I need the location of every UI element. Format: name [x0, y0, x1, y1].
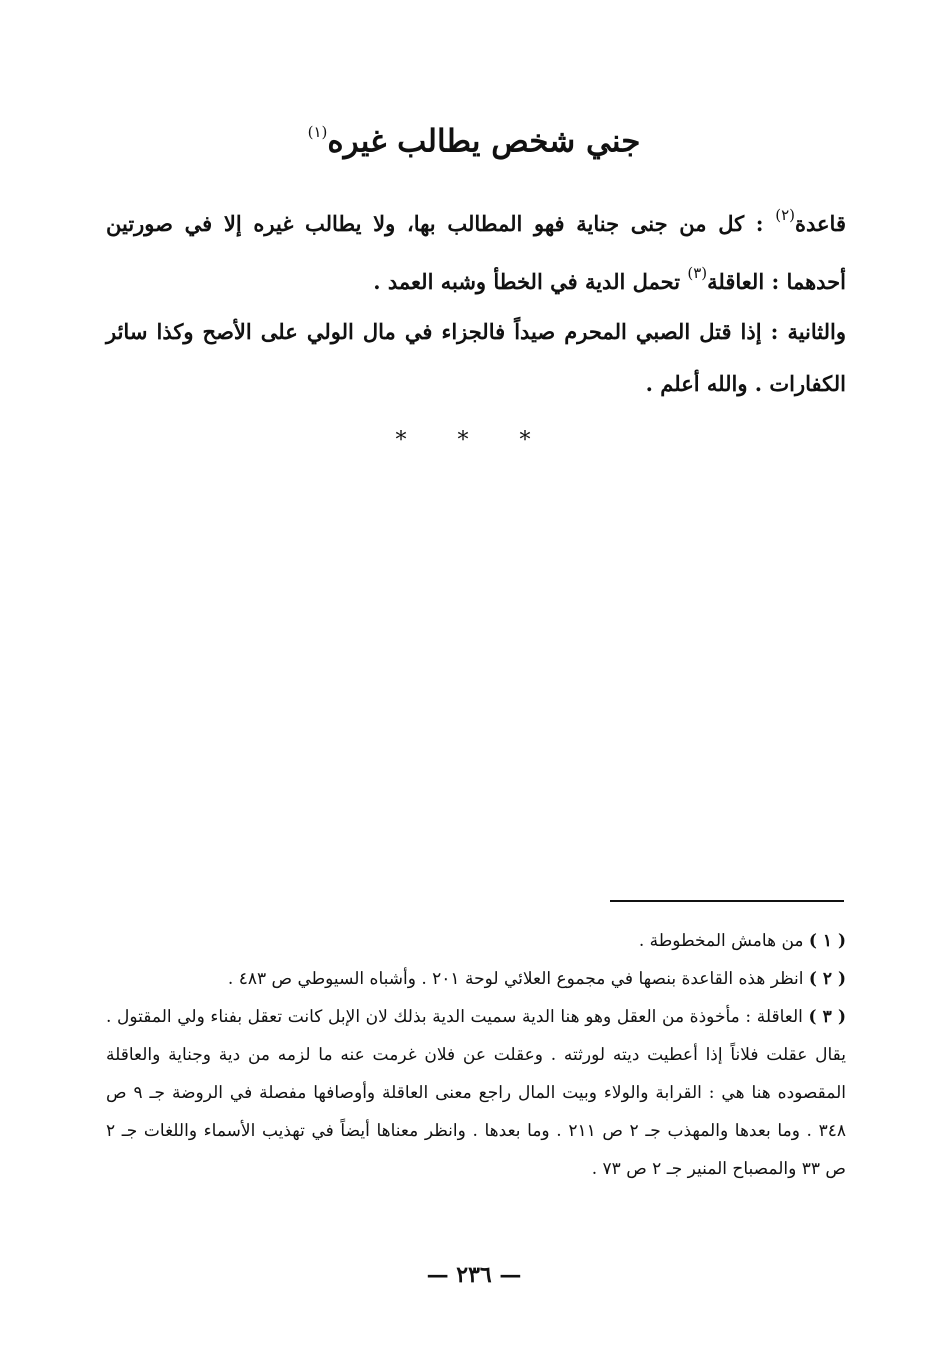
paragraph-second-case: والثانية : إذا قتل الصبي المحرم صيداً فالجزاء في مال الولي على الأصح وكذا سائر الكفارات . والله أعلم .: [106, 319, 846, 396]
paragraph-lead: قاعدة: [795, 211, 846, 236]
page-number: — ٢٣٦ —: [426, 1262, 522, 1288]
paragraph-text-1: : كل من جنى جناية فهو المطالب بها، ولا يطالب غيره إلا في صورتين أحدهما : العاقلة: [106, 211, 846, 294]
footnote-separator: [610, 900, 844, 902]
footnote-1: [106, 922, 846, 960]
footnote-ref-3: (٣): [687, 264, 708, 282]
section-title: [0, 110, 948, 166]
paragraph-rule: [106, 192, 846, 308]
footnote-text: العاقلة : مأخوذة من العقل وهو هنا الدية سميت الدية بذلك لان الإبل كانت تعقل بفناء ولي المقتول . يقال عقلت فلاناً إذا أعطيت ديته لورثته . وعقلت عن فلان غرمت عنه ما لزمه من دية وجناية والعاقلة المقصوده هنا هي : القرابة والولاء وبيت المال راجع معنى العاقلة وأوصافها مفصلة في الروضة جـ ٩ ص ٣٤٨ . وما بعدها والمهذب جـ ٢ ص ٢١١ . وما بعدها . وانظر معناها أيضاً في تهذيب الأسماء واللغات جـ ٢ ص ٣٣ والمصباح المنير جـ ٢ ص ٧٣ .: [106, 1007, 846, 1179]
footnote-ref-2: (٢): [775, 206, 795, 224]
footnote-number: ( ٣ ): [808, 1007, 846, 1027]
title-footnote-ref: (١): [307, 123, 328, 141]
footnote-2: [106, 960, 846, 998]
footnote-3: [106, 998, 846, 1188]
paragraph-text-2: تحمل الدية في الخطأ وشبه العمد .: [373, 269, 688, 294]
title-text: جني شخص يطالب غيره: [327, 123, 641, 160]
footnotes: [106, 922, 846, 1188]
footnote-text: من هامش المخطوطة .: [638, 931, 804, 951]
footnote-number: ( ١ ): [808, 931, 846, 951]
footnote-text: انظر هذه القاعدة بنصها في مجموع العلائي لوحة ٢٠١ . وأشباه السيوطي ص ٤٨٣ .: [227, 969, 804, 989]
section-divider-ornament: * * *: [395, 428, 553, 453]
footnote-number: ( ٢ ): [808, 969, 846, 989]
